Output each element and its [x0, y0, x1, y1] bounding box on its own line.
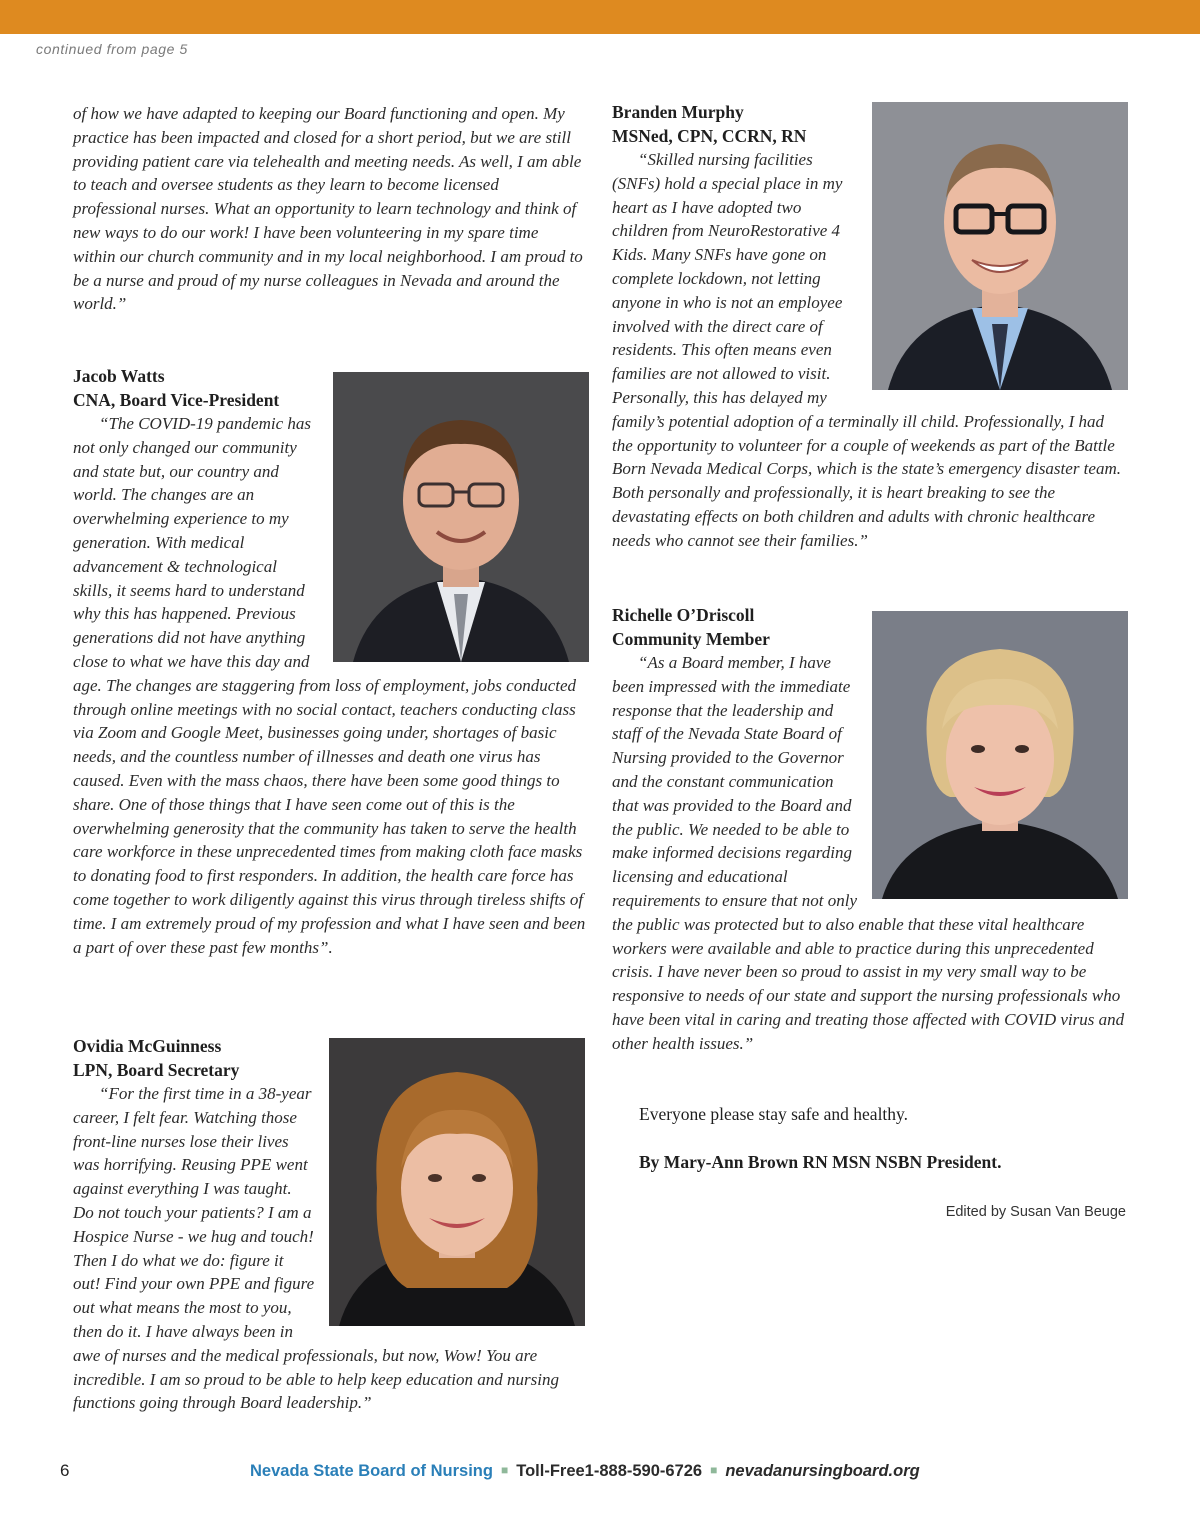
profile-ovidia-mcguinness — [73, 1034, 585, 1415]
profile-name: Jacob Watts — [73, 366, 165, 386]
profile-branden-murphy — [612, 100, 1128, 553]
portrait-richelle-odriscoll — [872, 611, 1128, 899]
profile-quote-text: “The COVID-19 pandemic has not only changed our community and state but, our country and world. The changes are an overwhelming experience to my generation. With medical advancement & technological skills, it seems hard to understand why this has happened. Previous generations did not have anything close to what we have this day and age. The changes are staggering from loss of employment, jobs conducted through online meetings with no social contact, teachers conducting class via Zoom and Google Meet, businesses going under, shortages of basic needs, and the countless number of illnesses and death one virus has caused. Even with the mass chaos, there have been some good things to share. One of those things that I have seen come out of this is the overwhelming generosity that the community has taken to serve the health care workforce in these unprecedented times from making cloth face masks to donating food to first responders. In addition, the health care force has come together to work diligently against this virus through tireless shifts of time. I am extremely proud of my profession and what I have seen and been a part of over these past few months”. — [73, 414, 586, 957]
profile-role: Community Member — [612, 629, 770, 649]
edited-by: Edited by Susan Van Beuge — [945, 1204, 1126, 1220]
page-number: 6 — [60, 1461, 70, 1480]
profile-role: MSNed, CPN, CCRN, RN — [612, 126, 807, 146]
footer-bar — [250, 1462, 920, 1481]
profile-name: Branden Murphy — [612, 102, 744, 122]
continued-note: continued from page 5 — [36, 41, 188, 57]
intro-paragraph: of how we have adapted to keeping our Board functioning and open. My practice has been impacted and closed for a short period, but we are still providing patient care via telehealth and meeting needs. As well, I am able to teach and oversee students as they learn to become licensed professional nurses. What an opportunity to learn technology and think of new ways to do our work! I have been volunteering in my spare time within our church community and in my local neighborhood. I am proud to be a nurse and proud of my nurse colleagues in Nevada and around the world.” — [73, 104, 583, 314]
footer-org: Nevada State Board of Nursing — [250, 1462, 493, 1480]
profile-role: CNA, Board Vice-President — [73, 390, 280, 410]
square-bullet-icon: ■ — [500, 1463, 509, 1477]
profile-name: Ovidia McGuinness — [73, 1036, 222, 1056]
closing-message: Everyone please stay safe and healthy. — [639, 1104, 909, 1124]
profile-name: Richelle O’Driscoll — [612, 605, 755, 625]
profile-quote-text: “For the first time in a 38-year career, I felt fear. Watching those front-line nurses lose their lives was horrifying. Reusing PPE went against everything I was taught. Do not touch your patients? I am a Hospice Nurse - we hug and touch! Then I do what we do: figure it out! Find your own PPE and figure out what means the most to you, then do it. I have always been in awe of nurses and the medical professionals, but now, Wow! You are incredible. I am so proud to be able to help keep education and nursing functions going through Board leadership.” — [73, 1084, 559, 1413]
footer-phone: Toll-Free1-888-590-6726 — [516, 1462, 703, 1480]
portrait-jacob-watts — [333, 372, 589, 662]
intro-paragraph-block — [73, 102, 583, 316]
top-accent-bar — [0, 0, 1200, 34]
profile-richelle-odriscoll — [612, 603, 1128, 1056]
profile-quote-text: “As a Board member, I have been impressed with the immediate response that the leadership and staff of the Nevada State Board of Nursing provided to the Governor and the constant communication that was provided to the Board and the public. We needed to be able to make informed decisions regarding licensing and educational requirements to ensure that not only the public was protected but to also enable that these vital healthcare workers were available and able to practice during this unprecedented crisis. I have never been so proud to assist in my very small way to be responsive to needs of our state and support the nursing professionals who have been vital in caring and treating those affected with COVID virus and other health issues.” — [612, 653, 1125, 1053]
footer-website-link[interactable]: nevadanursingboard.org — [725, 1462, 920, 1480]
profile-role: LPN, Board Secretary — [73, 1060, 240, 1080]
square-bullet-icon: ■ — [710, 1463, 718, 1477]
closing-signature: By Mary-Ann Brown RN MSN NSBN President. — [639, 1152, 1002, 1172]
portrait-ovidia-mcguinness — [329, 1038, 585, 1326]
profile-quote-text: “Skilled nursing facilities (SNFs) hold a special place in my heart as I have adopted two children from NeuroRestorative 4 Kids. Many SNFs have gone on complete lockdown, not letting anyone in who is not an employee involved with the direct care of residents. This often means even families are not allowed to visit. Personally, this has delayed my family’s potential adoption of a terminally ill child. Professionally, I had the opportunity to volunteer for a couple of weekends as part of the Battle Born Nevada Medical Corps, which is the state’s emergency disaster team. Both personally and professionally, it is heart breaking to see the devastating effects on both children and adults with chronic healthcare needs who cannot see their families.” — [612, 150, 1121, 550]
profile-jacob-watts — [73, 364, 589, 959]
portrait-branden-murphy — [872, 102, 1128, 390]
